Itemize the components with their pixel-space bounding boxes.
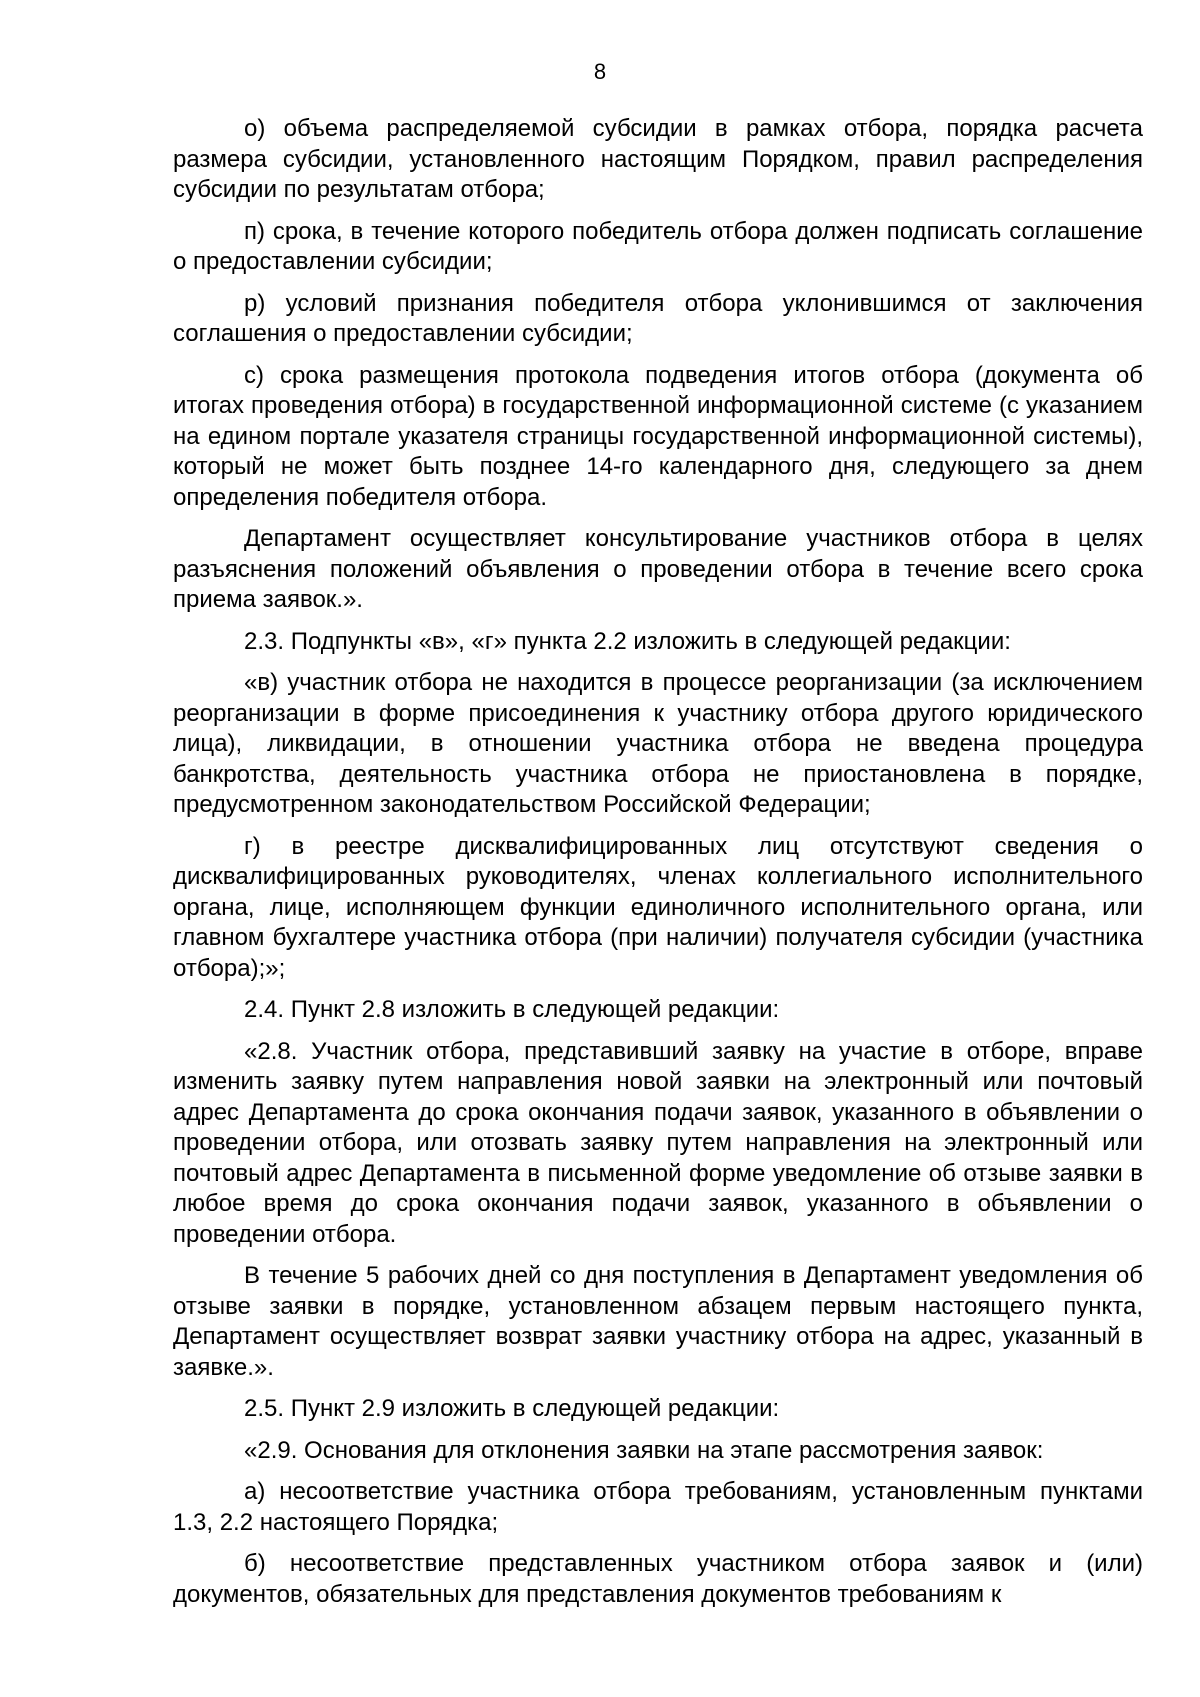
paragraph-subitem-a: а) несоответствие участника отбора требованиям, установленным пунктами 1.3, 2.2 настоящего Порядка;	[173, 1478, 1143, 1536]
paragraph-2-5: 2.5. Пункт 2.9 изложить в следующей редакции:	[244, 1395, 780, 1422]
paragraph-subitem-b: б) несоответствие представленных участником отбора заявок и (или) документов, обязательных для представления документов требованиям к	[173, 1550, 1143, 1608]
page-number: 8	[593, 59, 607, 84]
paragraph-2-3: 2.3. Подпункты «в», «г» пункта 2.2 изложить в следующей редакции:	[244, 627, 1011, 655]
paragraph-subitem-s: с) срока размещения протокола подведения итогов отбора (документа об итогах проведения отбора) в государственной информационной системе (с указанием на едином портале указателя страницы государственной информационной системы), который не может быть позднее 14-го календарного дня, следующего за днем определения победителя отбора.	[173, 361, 1143, 511]
paragraph-2-4: 2.4. Пункт 2.8 изложить в следующей редакции:	[244, 996, 780, 1023]
paragraph-subitem-p: п) срока, в течение которого победитель отбора должен подписать соглашение о предоставлении субсидии;	[173, 217, 1143, 275]
paragraph-2-9: «2.9. Основания для отклонения заявки на этапе рассмотрения заявок:	[244, 1436, 1044, 1464]
paragraph-consultation: Департамент осуществляет консультирование участников отбора в целях разъяснения положений объявления о проведении отбора в течение всего срока приема заявок.».	[173, 525, 1143, 613]
paragraph-subitem-v: «в) участник отбора не находится в процессе реорганизации (за исключением реорганизации в форме присоединения к участнику отбора другого юридического лица), ликвидации, в отношении участника отбора не введена процедура банкротства, деятельность участника отбора не приостановлена в порядке, предусмотренном законодательством Российской Федерации;	[173, 669, 1143, 818]
paragraph-subitem-o: о) объема распределяемой субсидии в рамках отбора, порядка расчета размера субсидии, установленного настоящим Порядком, правил распределения субсидии по результатам отбора;	[173, 115, 1143, 203]
document-body	[173, 114, 1143, 1621]
paragraph-subitem-g: г) в реестре дисквалифицированных лиц отсутствуют сведения о дисквалифицированных руководителях, членах коллегиального исполнительного органа, лице, исполняющем функции единоличного исполнительного органа, или главном бухгалтере участника отбора (при наличии) получателя субсидии (участника отбора);»;	[173, 832, 1143, 982]
paragraph-2-8: «2.8. Участник отбора, представивший заявку на участие в отборе, вправе изменить заявку путем направления новой заявки на электронный или почтовый адрес Департамента до срока окончания подачи заявок, указанного в объявлении о проведении отбора, или отозвать заявку путем направления на электронный или почтовый адрес Департамента в письменной форме уведомление об отзыве заявки в любое время до срока окончания подачи заявок, указанного в объявлении о проведении отбора.	[173, 1037, 1143, 1248]
paragraph-subitem-r: р) условий признания победителя отбора уклонившимся от заключения соглашения о предоставлении субсидии;	[173, 289, 1143, 347]
paragraph-withdrawal-return: В течение 5 рабочих дней со дня поступления в Департамент уведомления об отзыве заявки в порядке, установленном абзацем первым настоящего пункта, Департамент осуществляет возврат заявки участнику отбора на адрес, указанный в заявке.».	[173, 1262, 1143, 1381]
